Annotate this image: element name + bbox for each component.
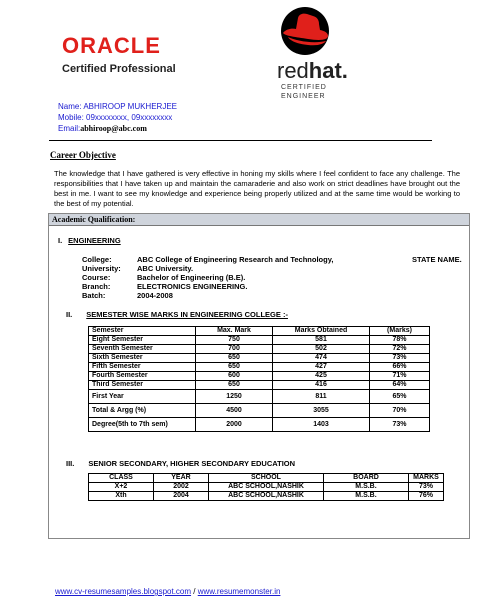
table-cell: 1403 (273, 418, 370, 432)
table-row (89, 372, 430, 381)
header-cell: MARKS (409, 474, 444, 483)
divider (49, 140, 432, 141)
table-cell: Sixth Semester (89, 354, 196, 363)
table-cell: 427 (273, 363, 370, 372)
table-cell: 70% (370, 404, 430, 418)
table-cell: 73% (370, 354, 430, 363)
header-cell: YEAR (154, 474, 209, 483)
table-cell: 581 (273, 336, 370, 345)
table-row (89, 363, 430, 372)
oracle-certified-label: Certified Professional (62, 63, 176, 75)
table-cell: 700 (196, 345, 273, 354)
contact-block (58, 101, 177, 134)
info-row-course: Course: Bachelor of Engineering (B.E). (82, 273, 246, 282)
table-cell: 502 (273, 345, 370, 354)
table-cell: 650 (196, 381, 273, 390)
table-cell: 600 (196, 372, 273, 381)
contact-mobile: Mobile: 09xxxxxxxx, 09xxxxxxxx (58, 113, 173, 122)
footer-link-cv-resumesamples[interactable]: www.cv-resumesamples.blogspot.com (55, 587, 192, 596)
table-cell: 65% (370, 390, 430, 404)
table-cell: 64% (370, 381, 430, 390)
table-row (89, 418, 430, 432)
table-cell: 474 (273, 354, 370, 363)
header-cell: Max. Mark (196, 327, 273, 336)
header-cell: Semester (89, 327, 196, 336)
table-row (89, 483, 444, 492)
contact-email: Email:abhiroop@abc.com (58, 124, 147, 133)
header-cell: Marks Obtained (273, 327, 370, 336)
table-cell: X+2 (89, 483, 154, 492)
table-cell: 4500 (196, 404, 273, 418)
table-cell: Eight Semester (89, 336, 196, 345)
table-cell: Fourth Semester (89, 372, 196, 381)
contact-name: Name: ABHIROOP MUKHERJEE (58, 102, 177, 111)
redhat-wordmark: redhat. (277, 58, 348, 83)
table-cell: 3055 (273, 404, 370, 418)
header-cell: BOARD (324, 474, 409, 483)
header-cell: (Marks) (370, 327, 430, 336)
table-cell: 811 (273, 390, 370, 404)
table-header-row (89, 474, 444, 483)
table-cell: 750 (196, 336, 273, 345)
info-row-university: University: ABC University. (82, 264, 194, 273)
footer-links: www.cv-resumesamples.blogspot.com / www.resumemonster.in (55, 587, 281, 596)
table-cell: 416 (273, 381, 370, 390)
footer-link-resumemonster[interactable]: www.resumemonster.in (197, 587, 281, 596)
table-cell: M.S.B. (324, 483, 409, 492)
secondary-education-title: III. SENIOR SECONDARY, HIGHER SECONDARY EDUCATION (66, 459, 296, 468)
academic-heading: Academic Qualification: (52, 215, 136, 224)
oracle-logo (62, 35, 182, 75)
table-cell: ABC SCHOOL,NASHIK (209, 492, 324, 501)
table-cell: 650 (196, 363, 273, 372)
engineering-section-title: I. ENGINEERING (58, 236, 121, 245)
table-row (89, 390, 430, 404)
table-row (89, 492, 444, 501)
table-cell: Seventh Semester (89, 345, 196, 354)
semester-marks-title: II. SEMESTER WISE MARKS IN ENGINEERING COLLEGE :- (66, 310, 288, 319)
info-row-batch: Batch: 2004-2008 (82, 291, 173, 300)
redhat-hat-icon (274, 6, 336, 56)
table-cell: 72% (370, 345, 430, 354)
table-row (89, 336, 430, 345)
school-marks-table (88, 473, 444, 501)
table-cell: 425 (273, 372, 370, 381)
table-cell: M.S.B. (324, 492, 409, 501)
table-cell: Degree(5th to 7th sem) (89, 418, 196, 432)
table-cell: 650 (196, 354, 273, 363)
table-cell: 2004 (154, 492, 209, 501)
table-cell: ABC SCHOOL,NASHIK (209, 483, 324, 492)
table-row (89, 354, 430, 363)
table-cell: Xth (89, 492, 154, 501)
oracle-wordmark: ORACLE (62, 33, 161, 58)
table-row (89, 404, 430, 418)
table-cell: 78% (370, 336, 430, 345)
info-row-college: College: ABC College of Engineering Research and Technology, (82, 255, 334, 264)
table-row (89, 345, 430, 354)
table-cell: Fifth Semester (89, 363, 196, 372)
career-objective-heading: Career Objective (50, 150, 116, 160)
semester-marks-table (88, 326, 430, 432)
table-cell: 2000 (196, 418, 273, 432)
career-objective-text: The knowledge that I have gathered is very effective in honing my skills where I feel confident to face any challenge. The responsibilities that I have taken up and maintain the camaraderie and also work on strict deadlines have brought out the best in me. I want to see my knowledge and experience being properly utilized and at the same time would be working to the best of my potential. (54, 169, 460, 208)
table-cell: 76% (409, 492, 444, 501)
table-cell: 73% (409, 483, 444, 492)
table-cell: First Year (89, 390, 196, 404)
table-row (89, 381, 430, 390)
table-header-row (89, 327, 430, 336)
redhat-certified-engineer: CERTIFIED ENGINEER (281, 84, 327, 100)
table-cell: 1250 (196, 390, 273, 404)
table-cell: Third Semester (89, 381, 196, 390)
table-cell: 71% (370, 372, 430, 381)
header-cell: SCHOOL (209, 474, 324, 483)
table-cell: 73% (370, 418, 430, 432)
table-cell: 66% (370, 363, 430, 372)
table-cell: 2002 (154, 483, 209, 492)
state-name: STATE NAME. (412, 255, 462, 264)
info-row-branch: Branch: ELECTRONICS ENGINEERING. (82, 282, 248, 291)
header-cell: CLASS (89, 474, 154, 483)
table-cell: Total & Argg (%) (89, 404, 196, 418)
